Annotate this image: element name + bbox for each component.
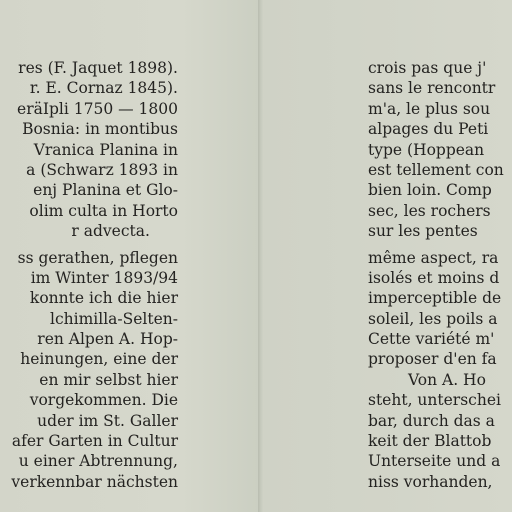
text-line: uder im St. Galler	[37, 411, 178, 430]
text-line: Von A. Ho	[408, 370, 486, 389]
text-line: eräIpli 1750 — 1800	[17, 99, 178, 118]
text-line: est tellement con	[368, 160, 504, 179]
text-line: ren Alpen A. Hop-	[37, 330, 178, 349]
text-line: olim culta in Horto	[29, 201, 178, 220]
text-line: type (Hoppean	[368, 140, 485, 159]
text-line: enj Planina et Glo-	[33, 181, 178, 200]
text-line: vorgekommen. Die	[29, 391, 178, 410]
text-line: proposer d'en fa	[368, 350, 497, 369]
text-line: Cette variété m'	[368, 330, 495, 349]
text-line: im Winter 1893/94	[30, 268, 178, 287]
text-line: a (Schwarz 1893 in	[26, 160, 178, 179]
text-line: Bosnia: in montibus	[22, 120, 178, 139]
text-line: même aspect, ra	[368, 248, 499, 267]
text-line: afer Garten in Cultur	[11, 432, 178, 451]
text-line: sur les pentes	[368, 222, 478, 241]
text-line: heinungen, eine der	[20, 350, 178, 369]
right-text-column	[368, 58, 504, 492]
text-line: bar, durch das a	[368, 411, 495, 430]
text-line: res (F. Jaquet 1898).	[18, 59, 178, 77]
text-line: soleil, les poils a	[368, 309, 498, 328]
text-line: r. E. Cornaz 1845).	[29, 79, 178, 98]
text-line: steht, unterschei	[368, 391, 501, 410]
text-line: Vranica Planina in	[33, 140, 178, 159]
text-line: ss gerathen, pflegen	[17, 248, 178, 267]
text-line: keit der Blattob	[368, 432, 492, 451]
text-line: konnte ich die hier	[29, 289, 178, 308]
text-line: u einer Abtrennung,	[18, 452, 178, 471]
text-line: r advecta.	[71, 222, 150, 241]
text-line: sans le rencontr	[368, 79, 496, 98]
text-line: verkennbar nächsten	[11, 472, 178, 491]
text-line: alpages du Peti	[368, 120, 489, 139]
text-line: isolés et moins d	[368, 268, 500, 287]
text-line: sec, les rochers	[368, 201, 491, 220]
right-page	[264, 0, 512, 512]
text-line: imperceptible de	[368, 289, 502, 308]
text-line: niss vorhanden,	[368, 472, 493, 491]
text-line: lchimilla-Selten-	[50, 309, 178, 328]
text-line: m'a, le plus sou	[368, 99, 491, 118]
text-line: en mir selbst hier	[39, 370, 178, 389]
text-line: Unterseite und a	[368, 452, 501, 471]
text-line: bien loin. Comp	[368, 181, 492, 200]
text-line: crois pas que j'	[368, 59, 487, 77]
left-text-column	[11, 58, 178, 492]
